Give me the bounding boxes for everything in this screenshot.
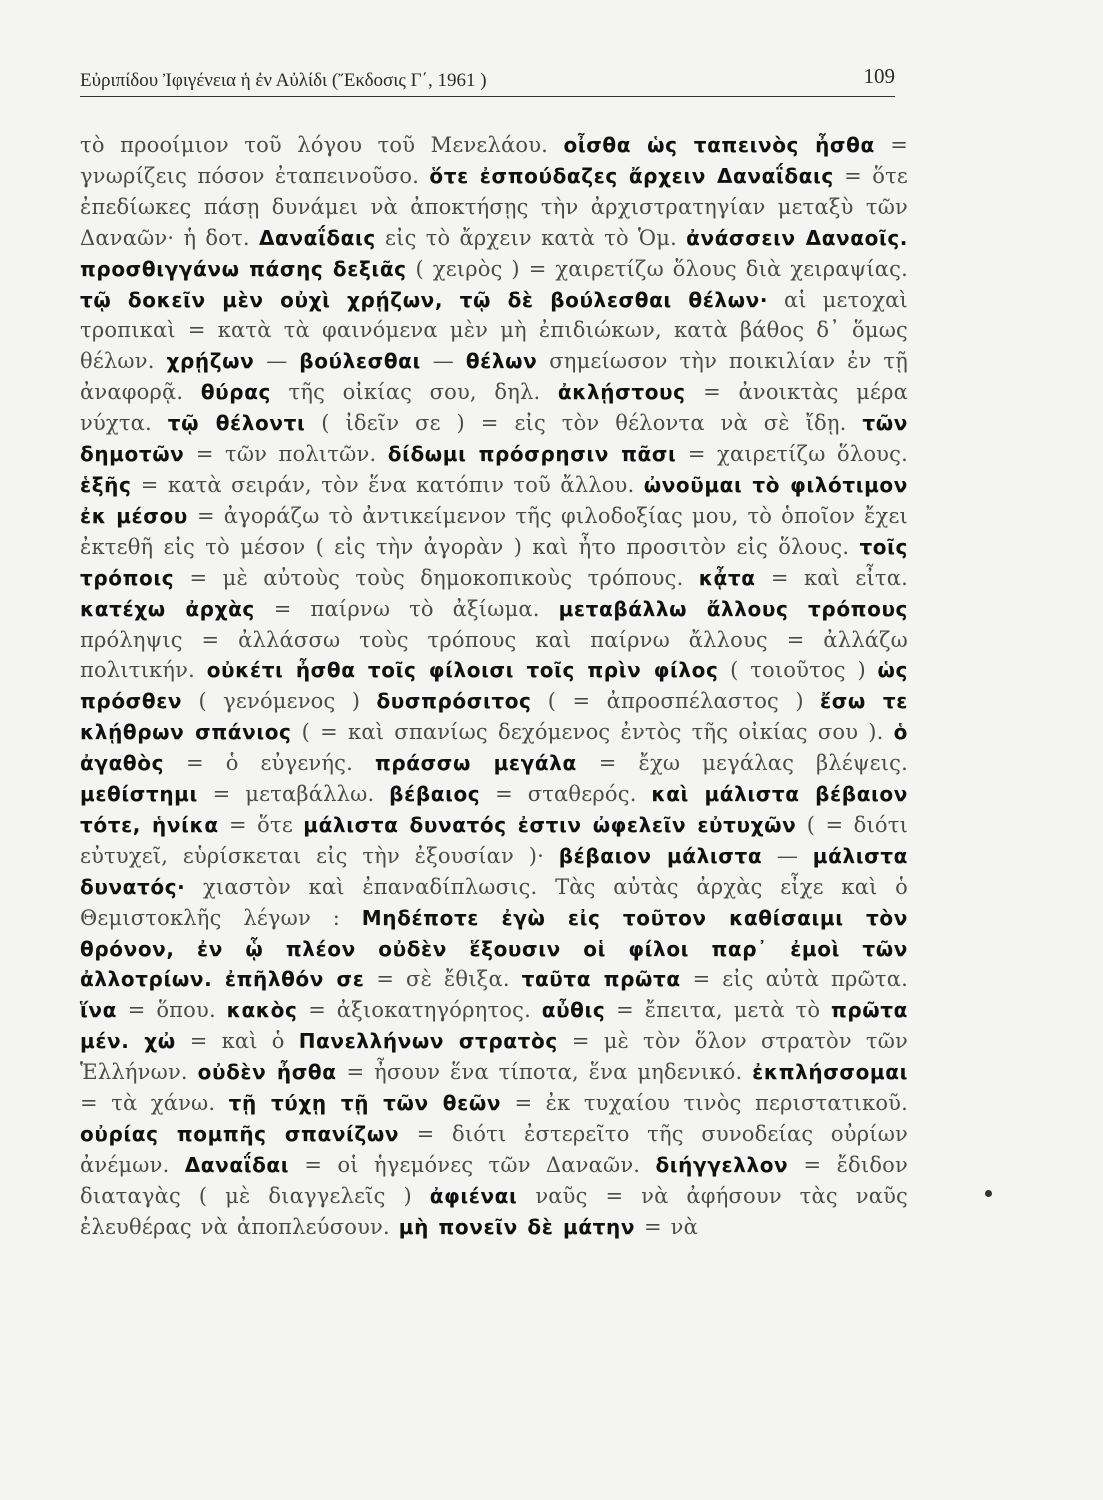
lemma-term: οὐρίας πομπῆς σπανίζων	[80, 1122, 400, 1146]
gloss-text: = χαιρετίζω ὅλους.	[676, 442, 908, 467]
lemma-term: διήγγελλον	[655, 1152, 789, 1177]
lemma-term: Πανελλήνων στρατὸς	[298, 1029, 558, 1054]
gloss-text: ( ἰδεῖν σε ) = εἰς τὸν θέλοντα νὰ σὲ ἴδῃ.	[305, 411, 863, 436]
gloss-text: = ὁ εὐγενής.	[164, 751, 375, 776]
gloss-text: ( τοιοῦτος )	[718, 658, 878, 683]
gloss-text: —	[420, 349, 466, 374]
lemma-term: κακὸς	[226, 998, 298, 1023]
gloss-text: ( γενόμενος )	[182, 689, 377, 714]
gloss-text: —	[762, 843, 813, 868]
lemma-term: οἶσθα ὡς ταπεινὸς ἦσθα	[563, 133, 875, 157]
lemma-term: κᾆτα	[698, 565, 756, 590]
gloss-text: ναῦς = νὰ ἀφήσουν τὰς ναῦς ἐλευθέρας νὰ ἀποπλεύσουν.	[80, 1183, 909, 1239]
gloss-text: = ἀνοικτὰς μέρα νύχτα.	[80, 380, 908, 436]
gloss-text: = ἀγοράζω τὸ ἀντικείμενον τῆς φιλοδοξίας μου, τὸ ὁποῖον ἔχει ἐκτεθῆ εἰς τὸ μέσον ( εἰς τὴν ἀγορὰν ) καὶ ἦτο προσιτὸν εἰς ὅλους.	[80, 503, 908, 559]
gloss-text: = ἔπειτα, μετὰ τὸ	[605, 998, 831, 1023]
lemma-term: ἵνα	[80, 998, 117, 1023]
lemma-term: τῶν δημοτῶν	[80, 411, 908, 467]
gloss-text: = εἰς αὐτὰ πρῶτα.	[680, 967, 908, 992]
lemma-term: καὶ μάλιστα βέβαιον τότε, ἡνίκα	[80, 782, 908, 837]
lemma-term: ἔσω τε κλῄθρων σπάνιος	[80, 689, 908, 745]
lemma-term: ὡς πρόσθεν	[80, 658, 908, 714]
gloss-text: = μεταβάλλω.	[197, 782, 390, 807]
gloss-text: = μὲ τὸν ὅλον στρατὸν τῶν Ἑλλήνων.	[80, 1029, 909, 1085]
lemma-term: αὖθις	[541, 998, 606, 1023]
lemma-term: θέλων	[465, 349, 538, 374]
lemma-term: ταῦτα πρῶτα	[521, 967, 681, 992]
gloss-text: ( = διότι εὐτυχεῖ, εὑρίσκεται εἰς τὴν ἐξουσίαν )·	[80, 812, 908, 868]
gloss-text: = οἱ ἡγεμόνες τῶν Δαναῶν.	[289, 1152, 656, 1177]
gloss-text: ( = ἀπροσπέλαστος )	[531, 689, 821, 714]
gloss-text: ( = καὶ σπανίως δεχόμενος ἐντὸς τῆς οἰκίας σου ).	[291, 720, 894, 745]
lemma-term: ἀφιέναι	[429, 1183, 518, 1208]
running-header	[80, 62, 895, 97]
gloss-text: = ἦσουν ἕνα τίποτα, ἕνα μηδενικό.	[336, 1060, 753, 1085]
gloss-text: = τὰ χάνω.	[80, 1091, 229, 1116]
lemma-term: δίδωμι πρόσρησιν πᾶσι	[387, 442, 677, 467]
lemma-term: μεταβάλλω ἄλλους τρόπους	[558, 596, 908, 621]
page-number: 109	[863, 64, 895, 88]
lemma-term: μάλιστα δυνατός·	[80, 843, 908, 899]
lemma-term: Μηδέποτε ἐγὼ εἰς τοῦτον καθίσαιμι τὸν θρόνον, ἐν ᾧ πλέον οὐδὲν ἕξουσιν οἱ φίλοι παρ᾽ ἐμοὶ τῶν ἀλλοτρίων. ἐπῆλθόν σε	[80, 905, 908, 992]
lemma-term: Δαναΐδαις	[258, 225, 376, 250]
gloss-text: πρόληψις = ἀλλάσσω τοὺς τρόπους καὶ παίρνω ἄλλους = ἀλλάζω πολιτικήν.	[80, 627, 908, 683]
lemma-term: θύρας	[200, 380, 271, 405]
lemma-term: κατέχω ἀρχὰς	[80, 596, 255, 621]
lemma-term: μὴ πονεῖν δὲ μάτην	[398, 1214, 636, 1239]
gloss-text: = μὲ αὐτοὺς τοὺς δημοκοπικοὺς τρόπους.	[174, 565, 699, 590]
gloss-text: αἱ μετοχαὶ τροπικαὶ = κατὰ τὰ φαινόμενα μὲν μὴ ἐπιδιώκων, κατὰ βάθος δ᾽ ὅμως θέλων.	[80, 287, 908, 374]
lemma-term: πράσσω μεγάλα	[374, 751, 577, 776]
gloss-text: = ὅπου.	[116, 998, 227, 1023]
lemma-term: μάλιστα δυνατός ἐστιν ὠφελεῖν εὐτυχῶν	[303, 812, 797, 837]
lemma-term: ἀκλῄστους	[557, 380, 686, 405]
gloss-text: = σὲ ἔθιξα.	[364, 967, 522, 992]
lemma-term: ὅτε ἐσπούδαζες ἄρχειν Δαναΐδαις	[429, 163, 834, 188]
gloss-text: σημείωσον τὴν ποικιλίαν ἐν τῇ ἀναφορᾷ.	[80, 349, 908, 405]
lemma-term: ἑξῆς	[80, 472, 132, 497]
lemma-term: τῷ δοκεῖν μὲν οὐχὶ χρῄζων, τῷ δὲ βούλεσθαι θέλων·	[80, 287, 769, 312]
lemma-term: δυσπρόσιτος	[376, 689, 532, 714]
gloss-text: = νὰ	[635, 1214, 699, 1239]
lemma-term: βούλεσθαι	[299, 349, 421, 374]
lemma-term: βέβαιος	[389, 782, 481, 807]
lemma-term: μεθίστημι	[80, 782, 198, 807]
gloss-text: = καὶ εἶτα.	[755, 565, 908, 590]
gloss-text: = ἀξιοκατηγόρητος.	[297, 998, 542, 1023]
lemma-term: ὠνοῦμαι τὸ φιλότιμον ἐκ μέσου	[80, 472, 908, 528]
gloss-text: = ἐκ τυχαίου τινὸς περιστατικοῦ.	[501, 1091, 909, 1116]
gloss-text: = ὅτε ἐπεδίωκες πάσῃ δυνάμει νὰ ἀποκτήσῃς τὴν ἀρχιστρατηγίαν μεταξὺ τῶν Δαναῶν· ἡ δοτ.	[80, 163, 908, 250]
lemma-term: χρῄζων	[166, 349, 255, 374]
gloss-text: τὸ προοίμιον τοῦ λόγου τοῦ Μενελάου.	[80, 133, 564, 157]
header-title: Εὐριπίδου Ἰφιγένεια ἡ ἐν Αὐλίδι (Ἔκδοσις Γ΄, 1961 )	[80, 70, 487, 91]
lemma-term: βέβαιον μάλιστα	[558, 843, 763, 868]
gloss-text: = τῶν πολιτῶν.	[184, 442, 388, 467]
stray-mark	[985, 1190, 992, 1197]
gloss-text: = σταθερός.	[480, 782, 652, 807]
lemma-term: τοῖς τρόποις	[80, 534, 908, 590]
gloss-text: = ὅτε	[218, 812, 304, 837]
gloss-text: χιαστὸν καὶ ἐπαναδίπλωσις. Τὰς αὐτὰς ἀρχὰς εἶχε καὶ ὁ Θεμιστοκλῆς λέγων :	[80, 874, 908, 930]
gloss-text: = κατὰ σειράν, τὸν ἕνα κατόπιν τοῦ ἄλλου.	[131, 472, 644, 497]
lemma-term: πρῶτα μέν. χὠ	[80, 998, 908, 1054]
gloss-text: εἰς τὸ ἄρχειν κατὰ τὸ Ὁμ.	[375, 225, 687, 250]
lemma-term: ἐκπλήσσομαι	[752, 1060, 908, 1085]
gloss-text: = παίρνω τὸ ἀξίωμα.	[254, 596, 559, 621]
gloss-text: —	[254, 349, 300, 374]
lemma-term: ὁ ἀγαθὸς	[80, 720, 908, 776]
lemma-term: οὐκέτι ἦσθα τοῖς φίλοισι τοῖς πρὶν φίλος	[206, 658, 719, 683]
lemma-term: ἀνάσσειν Δαναοῖς. προσθιγγάνω πάσης δεξιᾶς	[80, 225, 908, 281]
lemma-term: τῷ θέλοντι	[167, 411, 306, 436]
gloss-text: = ἔδιδον διαταγὰς ( μὲ διαγγελεῖς )	[80, 1152, 908, 1208]
gloss-text: = διότι ἐστερεῖτο τῆς συνοδείας οὐρίων ἀνέμων.	[80, 1122, 908, 1177]
gloss-text: τῆς οἰκίας σου, δηλ.	[271, 380, 558, 405]
commentary-text	[80, 130, 908, 1243]
gloss-text: = ἔχω μεγάλας βλέψεις.	[576, 751, 908, 776]
gloss-text: = καὶ ὁ	[175, 1029, 299, 1054]
lemma-term: Δαναΐδαι	[184, 1152, 290, 1177]
lemma-term: οὐδὲν ἦσθα	[197, 1060, 337, 1085]
gloss-text: = γνωρίζεις πόσον ἐταπεινοῦσο.	[80, 133, 909, 188]
lemma-term: τῇ τύχῃ τῇ τῶν θεῶν	[228, 1091, 502, 1116]
gloss-text: ( χειρὸς ) = χαιρετίζω ὅλους διὰ χειραψίας.	[406, 256, 908, 281]
